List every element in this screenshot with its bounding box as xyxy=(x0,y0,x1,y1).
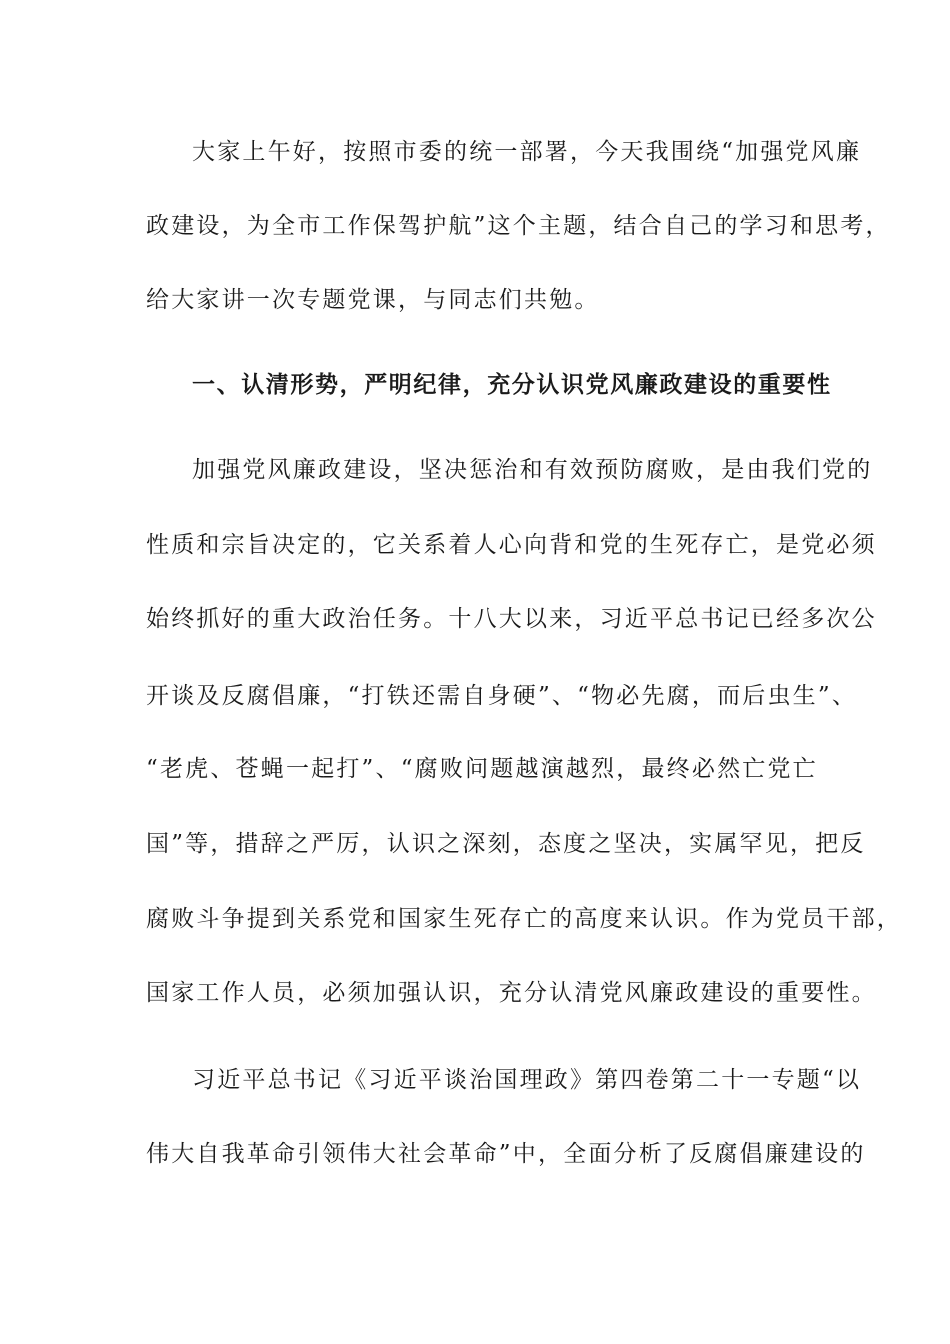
paragraph-2-line-1: 加强党风廉政建设，坚决惩治和有效预防腐败，是由我们党的 xyxy=(192,457,873,483)
paragraph-2-line-3: 始终抓好的重大政治任务。十八大以来，习近平总书记已经多次公 xyxy=(146,606,877,632)
paragraph-2-line-4: 开谈及反腐倡廉，“打铁还需自身硬”、“物必先腐，而后虫生”、 xyxy=(146,683,858,709)
paragraph-2-line-2: 性质和宗旨决定的，它关系着人心向背和党的生死存亡，是党必须 xyxy=(146,532,877,558)
paragraph-1-line-1: 大家上午好，按照市委的统一部署，今天我围绕“加强党风廉 xyxy=(192,139,862,165)
paragraph-2-line-8: 国家工作人员，必须加强认识，充分认清党风廉政建设的重要性。 xyxy=(146,980,877,1006)
section-heading: 一、认清形势，严明纪律，充分认识党风廉政建设的重要性 xyxy=(192,372,832,398)
paragraph-1-line-2: 政建设，为全市工作保驾护航”这个主题，结合自己的学习和思考， xyxy=(146,213,891,239)
paragraph-2-line-6: 国”等，措辞之严厉，认识之深刻，态度之坚决，实属罕见，把反 xyxy=(146,831,866,857)
paragraph-3-line-1: 习近平总书记《习近平谈治国理政》第四卷第二十一专题“以 xyxy=(192,1067,862,1093)
paragraph-2-line-5: “老虎、苍蝇一起打”、“腐败问题越演越烈，最终必然亡党亡 xyxy=(146,756,818,782)
paragraph-3-line-2: 伟大自我革命引领伟大社会革命”中，全面分析了反腐倡廉建设的 xyxy=(146,1141,866,1167)
paragraph-1-line-3: 给大家讲一次专题党课，与同志们共勉。 xyxy=(146,287,600,313)
paragraph-2-line-7: 腐败斗争提到关系党和国家生死存亡的高度来认识。作为党员干部， xyxy=(146,906,902,932)
